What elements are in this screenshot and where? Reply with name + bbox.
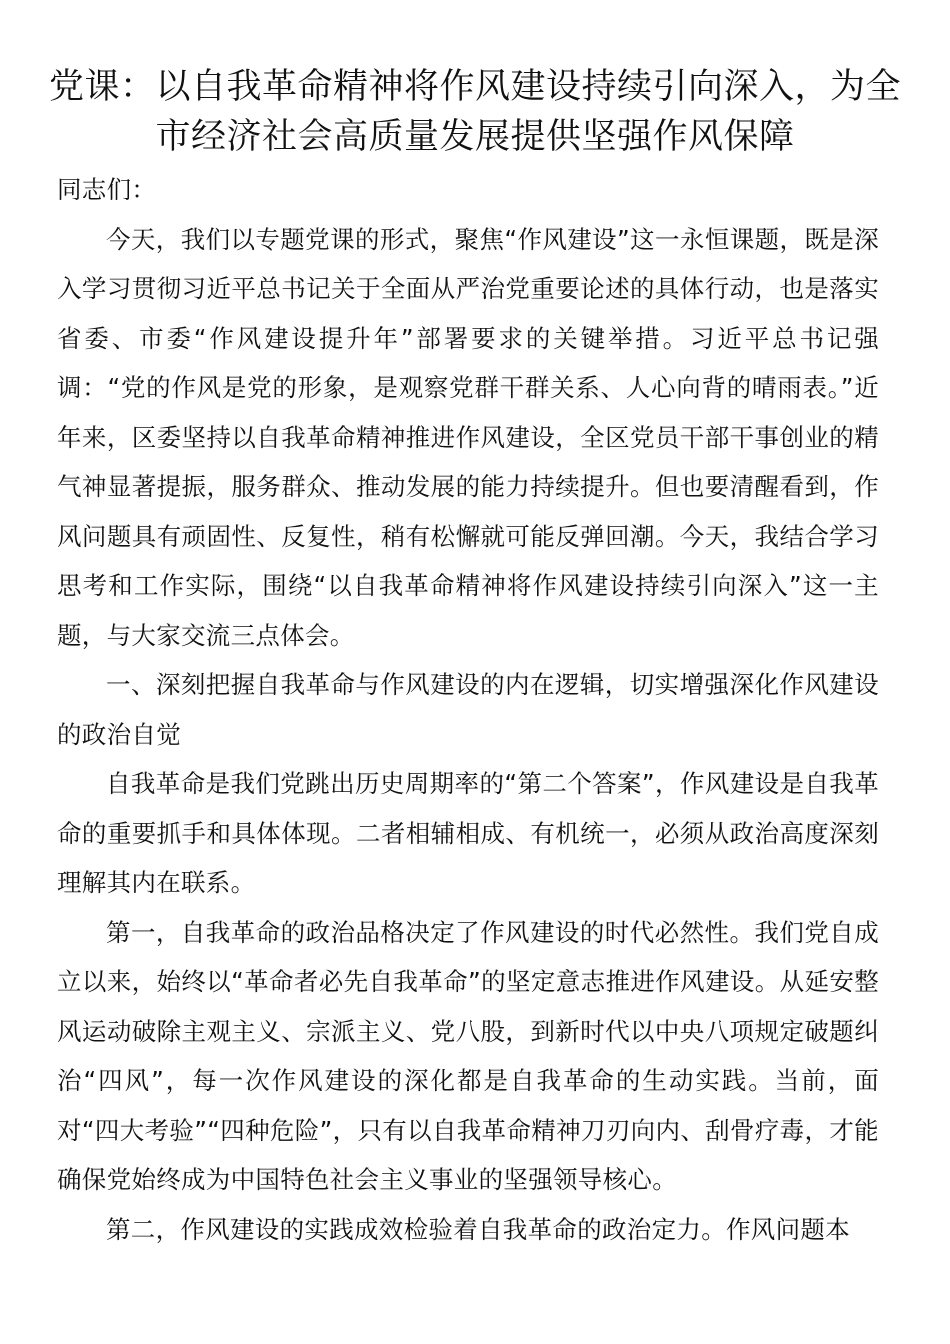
greeting: 同志们： [57,175,157,204]
document-body [57,165,879,1254]
paragraph-point-2: 第二，作风建设的实践成效检验着自我革命的政治定力。作风问题本 [106,1214,850,1244]
paragraph-point-1: 第一，自我革命的政治品格决定了作风建设的时代必然性。我们党自成立以来，始终以“革命者必先自我革命”的坚定意志推进作风建设。从延安整风运动破除主观主义、宗派主义、党八股，到新时代以中央八项规定破题纠治“四风”，每一次作风建设的深化都是自我革命的生动实践。当前，面对“四大考验”“四种危险”，只有以自我革命精神刀刃向内、刮骨疗毒，才能确保党始终成为中国特色社会主义事业的坚强领导核心。 [57,917,879,1194]
section-heading-1: 一、深刻把握自我革命与作风建设的内在逻辑，切实增强深化作风建设的政治自觉 [57,670,879,749]
document-title: 党课：以自我革命精神将作风建设持续引向深入，为全市经济社会高质量发展提供坚强作风保障 [48,67,901,157]
paragraph-intro: 今天，我们以专题党课的形式，聚焦“作风建设”这一永恒课题，既是深入学习贯彻习近平总书记关于全面从严治党重要论述的具体行动，也是落实省委、市委“作风建设提升年”部署要求的关键举措。习近平总书记强调：“党的作风是党的形象，是观察党群干群关系、人心向背的晴雨表。”近年来，区委坚持以自我革命精神推进作风建设，全区党员干部干事创业的精气神显著提振，服务群众、推动发展的能力持续提升。但也要清醒看到，作风问题具有顽固性、反复性，稍有松懈就可能反弹回潮。今天，我结合学习思考和工作实际，围绕“以自我革命精神将作风建设持续引向深入”这一主题，与大家交流三点体会。 [57,224,879,650]
paragraph-section-1-intro: 自我革命是我们党跳出历史周期率的“第二个答案”，作风建设是自我革命的重要抓手和具体体现。二者相辅相成、有机统一，必须从政治高度深刻理解其内在联系。 [57,769,879,897]
